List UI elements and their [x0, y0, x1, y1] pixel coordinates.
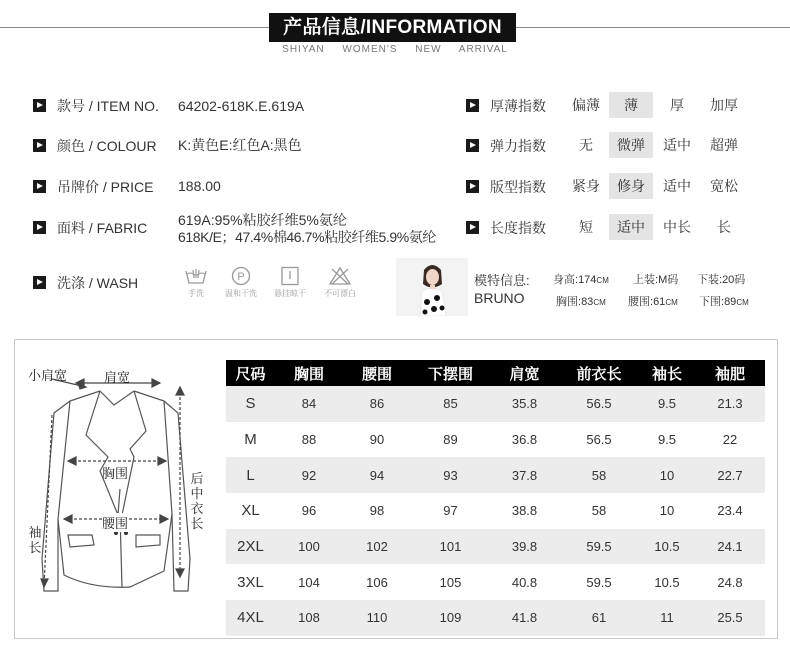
garment-diagram	[14, 339, 226, 639]
section-title: 产品信息/INFORMATION	[269, 13, 516, 42]
model-top-size	[633, 271, 678, 287]
measure-cell: 9.5	[639, 386, 695, 422]
measure-cell: 110	[343, 600, 411, 636]
no-bleach-icon	[320, 266, 360, 299]
model-info-label: 模特信息:	[474, 273, 530, 288]
measure-cell: 39.8	[490, 529, 559, 565]
model-bust-label: 胸围:	[556, 296, 582, 308]
model-bottom-size	[697, 271, 745, 287]
arrow-right-icon	[33, 180, 46, 193]
arrow-right-icon	[466, 180, 479, 193]
model-height-label: 身高:	[553, 274, 579, 286]
index-option-selected: 微弹	[609, 132, 653, 158]
model-bust	[556, 293, 606, 309]
fabric-value-2: 618K/E；47.4%棉46.7%粘胶纤维5.9%氨纶	[178, 229, 437, 245]
measure-cell: 96	[275, 493, 343, 529]
measure-cell: 56.5	[559, 386, 639, 422]
measure-cell: 61	[559, 600, 639, 636]
model-top-value: M码	[658, 274, 679, 286]
measure-cell: 85	[411, 386, 490, 422]
column-header: 胸围	[275, 360, 343, 386]
model-photo	[396, 258, 468, 316]
arrow-right-icon	[33, 99, 46, 112]
table-row	[226, 386, 765, 422]
colour-value: K:黄色E:红色A:黑色	[178, 137, 302, 153]
measure-cell: 25.5	[695, 600, 765, 636]
fabric-value-1: 619A:95%粘胶纤维5%氨纶	[178, 212, 347, 228]
column-header: 下摆围	[411, 360, 490, 386]
size-table	[226, 360, 765, 636]
measure-cell: 59.5	[559, 529, 639, 565]
index-option: 适中	[663, 137, 691, 153]
index-option: 无	[579, 137, 593, 153]
arrow-right-icon	[33, 139, 46, 152]
measure-cell: 11	[639, 600, 695, 636]
measure-cell: 92	[275, 457, 343, 493]
section-subtitle: SHIYAN WOMEN'S NEW ARRIVAL	[282, 44, 508, 55]
measure-cell: 56.5	[559, 422, 639, 458]
arrow-right-icon	[33, 221, 46, 234]
measure-cell: 24.8	[695, 564, 765, 600]
column-header: 腰围	[343, 360, 411, 386]
model-waist	[628, 293, 678, 309]
table-row	[226, 600, 765, 636]
model-bust-unit: CM	[593, 298, 606, 307]
column-header: 袖长	[639, 360, 695, 386]
hang-dry-icon	[270, 266, 310, 299]
model-top-label: 上装:	[633, 274, 659, 286]
index-option: 短	[579, 219, 593, 235]
measure-cell: 58	[559, 457, 639, 493]
model-name: BRUNO	[474, 290, 525, 306]
table-row	[226, 564, 765, 600]
measure-cell: 105	[411, 564, 490, 600]
small-shoulder-label: 小肩宽	[28, 368, 68, 383]
table-row	[226, 529, 765, 565]
size-cell: 2XL	[226, 529, 275, 565]
back-length-label: 后中衣长	[190, 471, 204, 531]
size-cell: S	[226, 386, 275, 422]
measure-cell: 38.8	[490, 493, 559, 529]
wash-caption: 不可漂白	[324, 289, 356, 298]
item-no-value: 64202-618K.E.619A	[178, 98, 305, 114]
measure-cell: 94	[343, 457, 411, 493]
wash-caption: 手洗	[188, 289, 204, 298]
model-bust-value: 83	[581, 296, 594, 308]
index-option: 长	[717, 219, 731, 235]
measure-cell: 86	[343, 386, 411, 422]
measure-cell: 93	[411, 457, 490, 493]
column-header: 肩宽	[490, 360, 559, 386]
measure-cell: 36.8	[490, 422, 559, 458]
model-height	[553, 271, 609, 287]
measure-cell: 102	[343, 529, 411, 565]
measure-cell: 23.4	[695, 493, 765, 529]
arrow-right-icon	[466, 221, 479, 234]
index-option-selected: 修身	[609, 173, 653, 199]
column-header: 袖肥	[695, 360, 765, 386]
measure-cell: 10	[639, 457, 695, 493]
measure-cell: 10	[639, 493, 695, 529]
measure-cell: 108	[275, 600, 343, 636]
index-option: 中长	[663, 219, 691, 235]
measure-cell: 22	[695, 422, 765, 458]
column-header: 前衣长	[559, 360, 639, 386]
index-label: 版型指数	[490, 179, 546, 195]
measure-cell: 97	[411, 493, 490, 529]
measure-cell: 89	[411, 422, 490, 458]
measure-cell: 10.5	[639, 529, 695, 565]
index-label: 厚薄指数	[490, 98, 546, 114]
measure-cell: 106	[343, 564, 411, 600]
measure-cell: 59.5	[559, 564, 639, 600]
wash-label: 洗涤 / WASH	[57, 275, 139, 291]
model-hip-label: 下围:	[699, 296, 725, 308]
index-label: 长度指数	[490, 220, 546, 236]
price-label: 吊牌价 / PRICE	[57, 179, 154, 195]
item-no-label: 款号 / ITEM NO.	[57, 98, 159, 114]
index-option: 加厚	[710, 97, 738, 113]
measure-cell: 37.8	[490, 457, 559, 493]
measure-cell: 21.3	[695, 386, 765, 422]
arrow-right-icon	[466, 139, 479, 152]
measure-cell: 84	[275, 386, 343, 422]
measure-cell: 40.8	[490, 564, 559, 600]
size-cell: 3XL	[226, 564, 275, 600]
index-option-selected: 薄	[609, 92, 653, 118]
measure-cell: 9.5	[639, 422, 695, 458]
index-option: 厚	[670, 97, 684, 113]
model-waist-unit: CM	[665, 298, 678, 307]
size-cell: L	[226, 457, 275, 493]
size-cell: XL	[226, 493, 275, 529]
index-option: 适中	[663, 178, 691, 194]
column-header: 尺码	[226, 360, 275, 386]
model-waist-label: 腰围:	[628, 296, 654, 308]
measure-cell: 101	[411, 529, 490, 565]
measure-cell: 24.1	[695, 529, 765, 565]
hand-wash-icon	[176, 266, 216, 299]
index-option: 超弹	[710, 137, 738, 153]
index-option: 偏薄	[572, 97, 600, 113]
index-label: 弹力指数	[490, 138, 546, 154]
model-height-value: 174	[578, 274, 597, 286]
measure-cell: 100	[275, 529, 343, 565]
svg-text:P: P	[237, 271, 245, 283]
model-height-unit: CM	[596, 276, 609, 285]
fabric-label: 面料 / FABRIC	[57, 220, 148, 236]
table-row	[226, 457, 765, 493]
measure-cell: 35.8	[490, 386, 559, 422]
measure-cell: 104	[275, 564, 343, 600]
model-hip-value: 89	[724, 296, 737, 308]
measure-cell: 98	[343, 493, 411, 529]
index-option: 宽松	[710, 178, 738, 194]
size-cell: M	[226, 422, 275, 458]
measure-cell: 22.7	[695, 457, 765, 493]
model-bottom-label: 下装:	[697, 274, 723, 286]
measure-cell: 109	[411, 600, 490, 636]
table-row	[226, 422, 765, 458]
index-option-selected: 适中	[609, 214, 653, 240]
arrow-right-icon	[33, 276, 46, 289]
index-option: 紧身	[572, 178, 600, 194]
shoulder-label: 肩宽	[104, 370, 131, 385]
size-cell: 4XL	[226, 600, 275, 636]
wash-caption: 温和干洗	[225, 289, 257, 298]
gentle-dry-clean-icon	[221, 266, 261, 299]
measure-cell: 10.5	[639, 564, 695, 600]
measure-cell: 58	[559, 493, 639, 529]
model-hip	[699, 293, 749, 309]
sleeve-length-label: 袖长	[28, 525, 42, 555]
arrow-right-icon	[466, 99, 479, 112]
waist-label: 腰围	[102, 513, 128, 532]
table-row	[226, 493, 765, 529]
model-bottom-value: 20码	[722, 274, 746, 286]
colour-label: 颜色 / COLOUR	[57, 138, 157, 154]
measure-cell: 41.8	[490, 600, 559, 636]
measure-cell: 88	[275, 422, 343, 458]
model-hip-unit: CM	[736, 298, 749, 307]
price-value: 188.00	[178, 178, 221, 194]
model-waist-value: 61	[653, 296, 666, 308]
table-header-row	[226, 360, 765, 386]
measure-cell: 90	[343, 422, 411, 458]
wash-caption: 悬挂晾干	[274, 289, 306, 298]
chest-label: 胸围	[102, 466, 129, 481]
